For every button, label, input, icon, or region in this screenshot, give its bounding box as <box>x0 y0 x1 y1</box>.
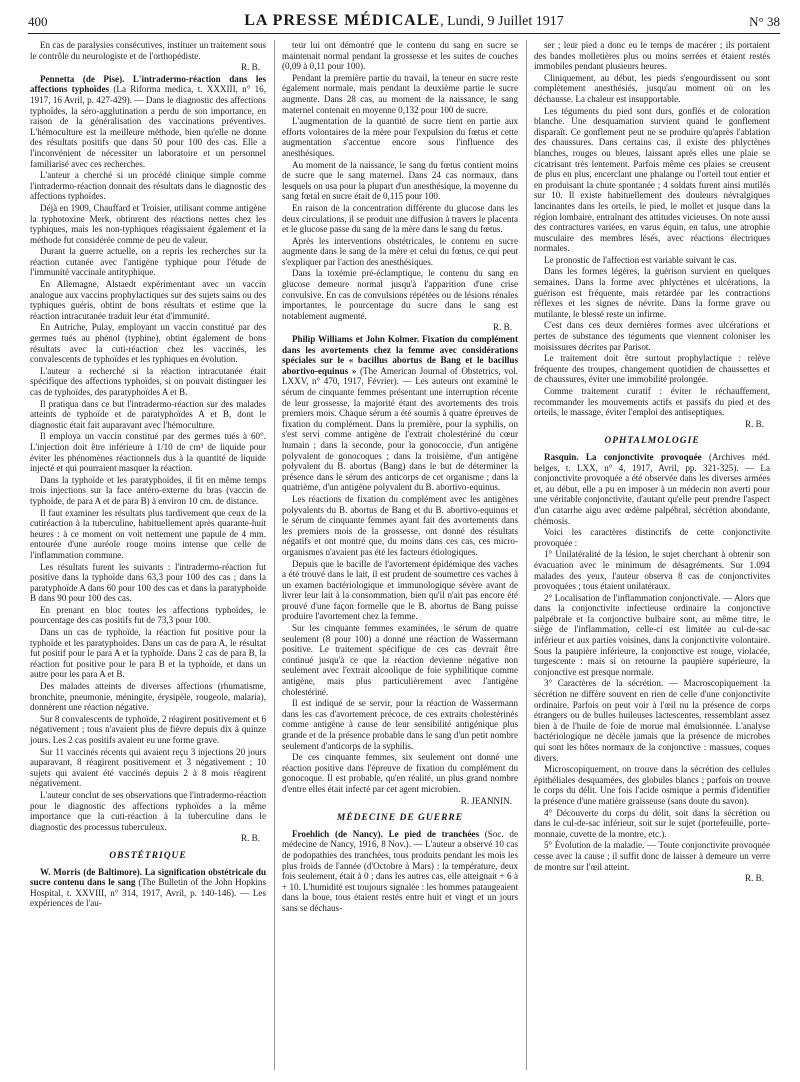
paragraph-text: L'auteur a cherché si un procédé clinique simple comme l'intradermo-réaction donnait des résultats dans le diagnostic des affections typhoïdes. <box>30 170 266 202</box>
abstract-paragraph <box>282 829 518 914</box>
paragraph-text: ser ; leur pied a donc eu le temps de macérer ; ils portaient des bandes molletières plus ou moins serrées et étaient restés immobiles pendant plusieurs heures. <box>534 40 770 72</box>
paragraph-text: Dans les formes légères, la guérison survient en quelques semaines. Dans la forme avec phlyctènes et ulcérations, la guérison est fréquente, mais retardée par les contractions réflexes et les signes de névrite. Dans la forme grave ou mutilante, le blessé reste un infirme. <box>534 266 770 319</box>
paragraph-text: Pendant la première partie du travail, la teneur en sucre reste également normale, mais pendant la deuxième partie le sucre augmente. Dans 28 cas, au moment de la naissance, le sang maternel contenait en moyenne 0,132 pour 100 de sucre. <box>282 72 518 115</box>
page-header <box>28 10 780 32</box>
paragraph-text: En cas de paralysies consécutives, instituer un traitement sous le contrôle du neurologiste et de l'orthopédiste. <box>30 40 266 61</box>
paragraph <box>30 431 266 473</box>
paragraph <box>534 106 770 254</box>
paragraph-text: L'auteur a recherché si la réaction intracutanée était spécifique des affections typhoïdes, si on pouvait distinguer les cas de typhoïdes, des paratyphoïdes A et B. <box>30 365 266 397</box>
paragraph-text: 2° Localisation de l'inflammation conjonctivale. — Alors que dans la conjonctivite infectieuse ordinaire la conjonctive palpébrale et la conjonctive bulbaire sont, au même titre, le siège de l'inflammation, celle-ci est limitée au cul-de-sac inférieur et aux parties voisines, dans la conjonctivite volontaire. Sous la paupière inférieure, la conjonctive est rouge, violacée, turgescente : mais si on retourne la paupière supérieure, la conjonctive est presque normale. <box>534 592 770 677</box>
paragraph-text: Il est indiqué de se servir, pour la réaction de Wassermann dans les cas d'avortement précoce, de ces extraits cholestérinés comme antigène à cause de leur sensibilité antigénique plus grande et de la présence probable dans le sang d'un petit nombre seulement d'anticorps de la syphilis. <box>282 698 518 751</box>
paragraph-text: En Autriche, Pulay, employant un vaccin constitué par des germes tués au phénol (typhine), obtint également de bons résultats avec la cuti-réaction chez les vaccinés, les convalescents de typhoïdes et les typhiques en évolution. <box>30 322 266 365</box>
paragraph-text: Les résultats furent les suivants : l'intradermo-réaction fut positive dans la typhoïde dans 63,3 pour 100 des cas ; dans la paratyphoïde A dans 60 pour 100 des cas et dans la paratyphoïde B dans 90 pour 100 des cas. <box>30 561 266 604</box>
paragraph-text: Les réactions de fixation du complément avec les antigènes polyvalents du B. abortus de Bang et du B. abortivo-equinus et le sérum de cinquante femmes ayant fait des avortements dans les premiers mois de la grossesse, ont donné des résultats négatifs et ont montré que, du moins dans ces cas, ces micro-organismes n'avaient pas été les facteurs étiologiques. <box>282 493 518 557</box>
paragraph <box>282 73 518 115</box>
paragraph-text: Dans la toxémie pré-éclamptique, le contenu du sang en glucose demeure normal jusqu'à l'apparition d'une crise convulsive. En cas de convulsions répétées ou de lésions rénales importantes, le pourcentage du sucre dans le sang est notablement augmenté. <box>282 268 518 321</box>
paragraph-text: L'auteur conclut de ses observations que l'intradermo-réaction pour le diagnostic des affections typhoïdes a la même importance que la cuti-réaction à la tuberculine dans le diagnostic des processus tuberculeux. <box>30 789 266 832</box>
abstract-paragraph <box>30 74 266 169</box>
paragraph <box>30 627 266 680</box>
paragraph-text: 1° Unilatéralité de la lésion, le sujet cherchant à obtenir son évacuation avec le minimum de désagréments. Sur 1.094 malades des yeux, l'auteur observa 8 cas de conjonctivites provoquées ; tous étaient unilatéraux. <box>534 549 770 592</box>
paragraph <box>534 764 770 806</box>
author-signature <box>30 62 260 73</box>
paragraph <box>534 808 770 840</box>
paragraph-text: R. B. <box>745 873 764 884</box>
paragraph-text: Comme traitement curatif : éviter le réchauffement, recommander les mouvements actifs et passifs du pied et des orteils, le massage, éviter l'emploi des antiseptiques. <box>534 386 770 418</box>
paragraph-text: R. B. <box>493 322 512 333</box>
paragraph <box>534 678 770 763</box>
paragraph-text: Il employa un vaccin constitué par des germes tués à 60°. L'injection doit être inférieure à 1/10 de cm³ de liquide pour éviter les phénomènes réactionnels dus à la quantité de liquide injecté et qui pourraient masquer la réaction. <box>30 431 266 474</box>
paragraph-text: R. B. <box>745 418 764 429</box>
paragraph <box>534 255 770 266</box>
paragraph <box>30 508 266 561</box>
paragraph-text: (The American Journal of Obstetrics, vol. LXXV, n° 470, 1917, Février). — Les auteurs ont examiné le sérum de cinquante femmes présentant une interruption récente de leur grossesse, la majorité étant des avortements des trois premiers mois. Chaque sérum a été soumis à quatre épreuves de fixation du complément. Dans la première, pour la syphilis, on s'est servi comme antigène de l'extrait cholestériné du cœur humain ; dans la seconde, pour la gonococcie, d'un antigène polyvalent de gonocoques ; dans la troisième, d'un antigène polyvalent du B. abortus (Bang) dans le but de déterminer la présence dans le sérum des anticorps de cet organisme ; dans la quatrième, d'un antigène polyvalent du B. abortivo-equinus. <box>282 365 518 493</box>
paragraph <box>534 266 770 319</box>
paragraph-text: R. JEANNIN. <box>460 795 512 806</box>
paragraph-text: 3° Caractères de la sécrétion. — Macroscopiquement la sécrétion ne diffère souvent en rien de celle d'une conjonctivite ordinaire. Parfois on peut voir à l'œil nu la présence de corps étrangers ou de bulles huileuses lactescentes, ressemblant assez bien à de l'huile de foie de morue mal émulsionnée. L'analyse bactériologique ne décèle jamais que la présence de microbes qui sont les hôtes normaux de la conjonctive : massues, coques divers. <box>534 678 770 763</box>
paragraph-text: En raison de la concentration différente du glucose dans les deux circulations, il se produit une diffusion à travers le placenta et le glucose passe du sang de la mère dans le sang du fœtus. <box>282 202 518 235</box>
abstract-heading: Philip Williams et John Kolmer. Fixation du complément dans les avortements chez la femme avec considérations spéciales sur le « bacillus abortus de Bang et le bacillus abortivo-equinus » <box>282 334 518 376</box>
paragraph-text: Le traitement doit être surtout prophylactique : relève fréquente des troupes, changement quotidien de chaussettes et de chaussures, éviter une immobilité prolongée. <box>534 353 770 385</box>
paragraph-text: De ces cinquante femmes, six seulement ont donné une réaction positive dans l'épreuve de fixation du complément du gonocoque. Il est probable, qu'en réalité, un plus grand nombre d'entre elles était infecté par cet agent microbien. <box>282 752 518 794</box>
paragraph-text: Après les interventions obstétricales, le contenu en sucre augmente dans le sang de la mère et celui du fœtus, ce qui peut s'expliquer par l'action des anesthésiques. <box>282 235 518 267</box>
journal-name: LA PRESSE MÉDICALE <box>244 12 441 29</box>
column-1 <box>30 40 266 910</box>
paragraph-text: En Allemagne, Alstaedt expérimentant avec un vaccin analogue aux vaccins prophylactiques sur des sujets sains ou des typhiques guéris, obtint de bons résultats et estime que la réaction intracutanée traduit leur état d'immunité. <box>30 279 266 321</box>
paragraph-text: (La Riforma medica, t. XXXIII, n° 16, 1917, 16 Avril, p. 427-429). — Dans le diagnostic des affections typhoïdes, la séro-agglutination a perdu de son importance, en raison de la généralisation des vaccinations préventives. L'hémoculture est la meilleure méthode, bien qu'elle ne donne des résultats positifs que dans 50 pour 100 des cas. Elle a l'inconvénient de nécessiter un laboratoire et un personnel familiarisé avec ces recherches. <box>30 84 267 169</box>
paragraph <box>282 116 518 158</box>
paragraph <box>534 840 770 872</box>
paragraph-text: Voici les caractères distinctifs de cette conjonctivite provoquée : <box>534 527 770 548</box>
paragraph <box>30 475 266 507</box>
paragraph-text: Au moment de la naissance, le sang du fœtus contient moins de sucre que le sang maternel. Dans 24 cas normaux, dans lesquels on usa pour la plupart d'un anesthésique, la moyenne du sang fœtal en sucre était de 0,115 pour 100. <box>282 159 518 202</box>
paragraph-text: teur lui ont démontré que le contenu du sang en sucre se maintenait normal pendant la grossesse et les suites de couches (0,09 à 0,11 pour 100). <box>282 40 518 72</box>
abstract-paragraph <box>282 334 518 493</box>
paragraph <box>30 170 266 202</box>
abstract-paragraph <box>30 867 266 909</box>
paragraph <box>30 790 266 832</box>
column-divider <box>526 40 527 1070</box>
paragraph <box>30 322 266 364</box>
paragraph-text: (Archives méd. belges, t. LXX, n° 4, 1917, Avril, pp. 321-325). — La conjonctivite provoquée a été observée dans les diverses armées et, au début, elle a pu en imposer à un médecin non averti pour une véritable conjonctivite, d'autant qu'elle peut prendre l'aspect d'un catarrhe aigu avec œdème palpébral, sécrétion abondante, chémosis. <box>534 451 770 526</box>
paragraph-text: Sur les cinquante femmes examinées, le sérum de quatre seulement (8 pour 100) a donné une réaction de Wassermann positive. Le traitement spécifique de ces cas devrait être continué jusqu'à ce que la réaction devienne négative non seulement avec l'extrait alcoolique de foie syphilitique comme antigène, mais plus particulièrement avec l'antigène cholestériné. <box>282 623 518 697</box>
paragraph <box>30 747 266 789</box>
column-divider <box>274 40 275 1070</box>
paragraph <box>534 549 770 591</box>
paragraph <box>30 366 266 398</box>
paragraph-text: Les téguments du pied sont durs, gonflés et de coloration blanche. Une desquamation survient quand le gonflement disparaît. Ce gonflement peut ne se produire qu'après l'ablation des chaussures. Dans certains cas, il existe des phlyctènes blanches, rouges ou bleues, laissant après elles une plaie se cicatrisant très lentement. Parfois même ces plaies se creusent de plus en plus, encerclant une phalange ou l'orteil tout entier et en produisant la chute spontanée ; 4 soldats furent ainsi mutilés sur 10. Il existe habituellement des douleurs névralgiques lancinantes dans les orteils, le pied, le mollet et jusque dans la région lombaire, entraînant des attitudes vicieuses. On note aussi des contractures variées, en varus équin, en talus, une atrophie musculaire des membres lésés, avec réactions électriques normales. <box>534 105 770 254</box>
paragraph <box>30 605 266 626</box>
author-signature <box>534 873 764 884</box>
issue-number: N° 38 <box>749 14 780 29</box>
paragraph-text: Il faut examiner les résultats plus tardivement que ceux de la cutiréaction à la tuberculine, habituellement après quarante-huit heures : à ce moment on voit nettement une papule de 4 mm. entourée d'une auréole rouge moins intense que celle de l'inflammation commune. <box>30 507 266 560</box>
paragraph-text: Dans la typhoïde et les paratyphoïdes, il fit en même temps trois injections sur la face antéro-externe du bras (vaccin de typhoïde, de para A et de para B) à environ 10 cm. de distance. <box>30 474 266 506</box>
paragraph-text: Le pronostic de l'affection est variable suivant le cas. <box>544 254 737 265</box>
paragraph <box>282 494 518 558</box>
paragraph-text: Durant la guerre actuelle, on a repris les recherches sur la réaction cutanée avec l'antigène typhique pour l'étude de l'immunité vaccinale antityphique. <box>30 246 266 278</box>
paragraph <box>30 40 266 61</box>
abstract-heading: Froehlich (de Nancy). Le pied de tranchées <box>292 828 480 839</box>
paragraph-text: Des malades atteints de diverses affections (rhumatisme, bronchite, pneumonie, méningite, érysipèle, rougeole, malaria), donnèrent une réaction négative. <box>30 681 266 713</box>
paragraph <box>282 203 518 235</box>
paragraph <box>534 320 770 352</box>
paragraph <box>282 752 518 794</box>
paragraph <box>30 714 266 746</box>
paragraph <box>30 246 266 278</box>
paragraph-text: 4° Découverte du corps du délit, soit dans la sécrétion ou dans le cul-de-sac inférieur, soit sur le sujet (portefeuille, porte-monnaie, cuvette de la montre, etc.). <box>534 807 770 839</box>
paragraph <box>30 681 266 713</box>
paragraph-text: (The Bulletin of the John Hopkins Hospital, t. XXVIII, n° 314, 1917, Avril, p. 140-146). — Les expériences de l'au- <box>30 877 266 909</box>
abstract-paragraph <box>534 452 770 526</box>
paragraph-text: (Soc. de médecine de Nancy, 1916, 8 Nov.). — L'auteur a observé 10 cas de podopathies des tranchées, tous produits pendant les mois les plus froids de l'année (d'Octobre à Mars) : la température, deux fois seulement, était à 0 ; dans les autres cas, elle atteignait + 6 à + 10. L'humidité est toujours signalée : les hommes pataugeaient dans la boue, tous étaient restés entre huit et vingt et un jours sans se déchaus- <box>282 828 518 913</box>
column-2 <box>282 40 518 915</box>
issue-date: , Lundi, 9 Juillet 1917 <box>440 14 564 29</box>
paragraph-text: En prenant en bloc toutes les affections typhoïdes, le pourcentage des cas positifs fut de 73,3 pour 100. <box>30 604 266 626</box>
section-heading: OBSTÉTRIQUE <box>109 850 187 861</box>
paragraph-text: Sur 8 convalescents de typhoïde, 2 réagirent positivement et 6 négativement ; tous n'avaient plus de fièvre depuis dix à quinze jours. Les 2 cas positifs avaient eu une forme grave. <box>30 713 266 745</box>
column-3 <box>534 40 770 885</box>
paragraph-text: Déjà en 1909, Chauffard et Troisier, utilisant comme antigène la typhotoxine Merk, obtinrent des réactions nettes chez les typhiques, mais les non-typhiques réagissaient également et la méthode fut considérée comme de peu de valeur. <box>30 202 266 245</box>
section-heading: MÉDECINE DE GUERRE <box>336 813 464 824</box>
paragraph <box>534 386 770 418</box>
abstract-heading: Pennetta (de Pise). L'intradermo-réaction dans les affections typhoïdes <box>30 73 266 95</box>
paragraph <box>534 40 770 72</box>
author-signature <box>534 419 764 430</box>
paragraph-text: L'augmentation de la quantité de sucre tient en partie aux efforts volontaires de la mère pour l'expulsion du fœtus et cette augmentation s'accentue encore sous l'influence des anesthésiques. <box>282 116 518 158</box>
paragraph <box>282 236 518 268</box>
paragraph-text: Sur 11 vaccinés récents qui avaient reçu 3 injections 20 jours auparavant, 8 réagirent positivement et 3 négativement ; 10 sujets qui avaient été vaccinés depuis 2 à 8 mois réagirent négativement. <box>30 746 266 789</box>
paragraph-text: Il pratiqua dans ce but l'intradermo-réaction sur des malades atteints de typhoïde et de paratyphoïdes A et B, dont le diagnostic était fait auparavant avec l'hémoculture. <box>30 398 266 430</box>
running-title <box>28 12 780 30</box>
paragraph <box>30 203 266 245</box>
paragraph <box>282 698 518 751</box>
paragraph <box>30 399 266 431</box>
paragraph-text: C'est dans ces deux dernières formes avec ulcérations et pertes de substance des téguments que viennent coloniser les moisissures décrites par Parisot. <box>534 320 770 352</box>
paragraph <box>534 73 770 105</box>
abstract-heading: W. Morris (de Baltimore). La signification obstétricale du sucre contenu dans le sang <box>30 866 266 888</box>
paragraph-text: Depuis que le bacille de l'avortement épidémique des vaches a été trouvé dans le lait, il est prudent de soumettre ces vaches à un examen bactériologique et immunologique sévère avant de livrer leur lait à la consommation, bien qu'il n'ait pas encore été prouvé d'une façon formelle que le B. abortus de Bang puisse produire l'avortement chez la femme. <box>282 558 518 622</box>
paragraph-text: Dans un cas de typhoïde, la réaction fut positive pour la typhoïde et les paratyphoïdes. Dans un cas de para A, le résultat fut positif pour le para A et la typhoïde. Dans 2 cas de para B, la réaction fut positive pour le para B et la typhoïde, et dans un autre pour les para A et B. <box>30 627 266 680</box>
author-signature <box>282 796 512 807</box>
author-signature <box>282 322 512 333</box>
paragraph <box>534 527 770 548</box>
paragraph <box>30 562 266 604</box>
paragraph <box>282 40 518 72</box>
paragraph <box>282 268 518 321</box>
abstract-heading: Rasquin. La conjonctivite provoquée <box>544 451 702 462</box>
section-heading: OPHTALMOLOGIE <box>604 436 700 447</box>
paragraph-text: Microscopiquement, on trouve dans la sécrétion des cellules épithéliales desquamées, des globules blancs ; parfois on trouve le corps du délit. Une fois l'acide osmique a permis d'identifier la présence d'une matière graisseuse (sans doute du savon). <box>534 764 770 806</box>
header-rule <box>28 33 780 34</box>
paragraph <box>534 593 770 678</box>
paragraph <box>534 353 770 385</box>
author-signature <box>30 833 260 844</box>
paragraph <box>30 279 266 321</box>
paragraph-text: Cliniquement, au début, les pieds s'engourdissent ou sont complètement anesthésiés, jusqu'au moment où on les déchausse. La chaleur est insupportable. <box>534 72 770 104</box>
paragraph-text: R. B. <box>241 62 260 73</box>
paragraph <box>282 160 518 202</box>
paragraph-text: R. B. <box>241 833 260 844</box>
page-number: 400 <box>28 14 48 29</box>
paragraph <box>282 559 518 623</box>
paragraph <box>282 623 518 697</box>
paragraph-text: 5° Évolution de la maladie. — Toute conjonctivite provoquée cesse avec la cause ; il suffit donc de laisser à demeure un verre de montre sur l'œil atteint. <box>534 840 770 872</box>
